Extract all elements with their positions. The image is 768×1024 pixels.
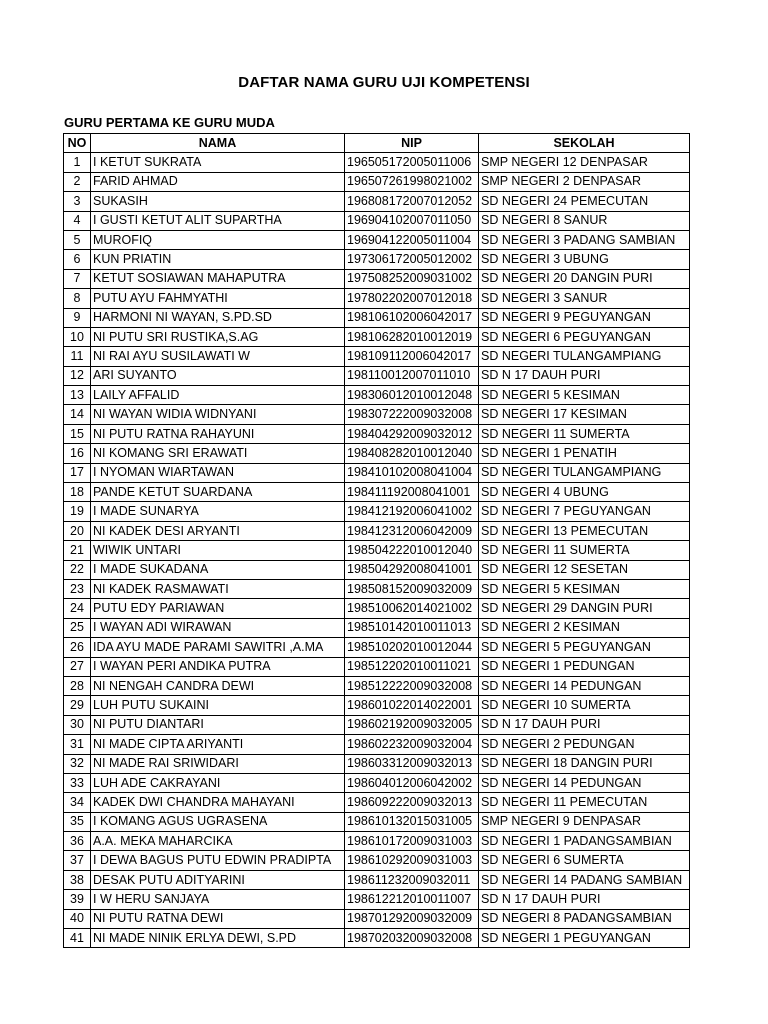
table-row	[64, 618, 690, 637]
cell-no: 15	[64, 424, 91, 443]
cell-sekolah: SD NEGERI 6 PEGUYANGAN	[479, 327, 690, 346]
cell-nama: LAILY AFFALID	[91, 386, 345, 405]
cell-nama: NI MADE NINIK ERLYA DEWI, S.PD	[91, 929, 345, 948]
cell-no: 6	[64, 250, 91, 269]
table-row	[64, 386, 690, 405]
cell-nip: 198612212010011007	[345, 890, 479, 909]
cell-no: 20	[64, 521, 91, 540]
table-row	[64, 541, 690, 560]
cell-nama: HARMONI NI WAYAN, S.PD.SD	[91, 308, 345, 327]
cell-nama: I MADE SUKADANA	[91, 560, 345, 579]
table-row	[64, 579, 690, 598]
cell-sekolah: SD NEGERI TULANGAMPIANG	[479, 463, 690, 482]
cell-sekolah: SMP NEGERI 2 DENPASAR	[479, 172, 690, 191]
cell-nip: 198508152009032009	[345, 579, 479, 598]
cell-no: 31	[64, 735, 91, 754]
table-row	[64, 715, 690, 734]
cell-sekolah: SD NEGERI 11 PEMECUTAN	[479, 793, 690, 812]
cell-nama: A.A. MEKA MAHARCIKA	[91, 832, 345, 851]
table-row	[64, 172, 690, 191]
cell-sekolah: SD NEGERI 12 SESETAN	[479, 560, 690, 579]
table-row	[64, 308, 690, 327]
cell-nip: 198510202010012044	[345, 638, 479, 657]
cell-nama: NI KOMANG SRI ERAWATI	[91, 444, 345, 463]
cell-no: 22	[64, 560, 91, 579]
cell-nip: 198412312006042009	[345, 521, 479, 540]
cell-nip: 198611232009032011	[345, 870, 479, 889]
cell-no: 1	[64, 153, 91, 172]
table-row	[64, 521, 690, 540]
cell-sekolah: SD NEGERI 1 PEDUNGAN	[479, 657, 690, 676]
cell-nama: NI PUTU DIANTARI	[91, 715, 345, 734]
cell-sekolah: SMP NEGERI 12 DENPASAR	[479, 153, 690, 172]
cell-sekolah: SD NEGERI 2 KESIMAN	[479, 618, 690, 637]
table-row	[64, 599, 690, 618]
document-title: DAFTAR NAMA GURU UJI KOMPETENSI	[238, 74, 530, 91]
table-row	[64, 211, 690, 230]
cell-no: 35	[64, 812, 91, 831]
cell-nip: 198510142010011013	[345, 618, 479, 637]
cell-no: 33	[64, 773, 91, 792]
cell-sekolah: SD NEGERI 8 PADANGSAMBIAN	[479, 909, 690, 928]
cell-sekolah: SD N 17 DAUH PURI	[479, 715, 690, 734]
table-row	[64, 851, 690, 870]
cell-nip: 198701292009032009	[345, 909, 479, 928]
table-row	[64, 890, 690, 909]
cell-sekolah: SD NEGERI 24 PEMECUTAN	[479, 192, 690, 211]
cell-sekolah: SD NEGERI 18 DANGIN PURI	[479, 754, 690, 773]
cell-nip: 197306172005012002	[345, 250, 479, 269]
cell-no: 7	[64, 269, 91, 288]
cell-nip: 198504222010012040	[345, 541, 479, 560]
cell-nama: PANDE KETUT SUARDANA	[91, 483, 345, 502]
cell-no: 2	[64, 172, 91, 191]
table-row	[64, 444, 690, 463]
cell-sekolah: SD NEGERI TULANGAMPIANG	[479, 347, 690, 366]
table-header-row	[64, 134, 690, 153]
cell-no: 26	[64, 638, 91, 657]
cell-nama: I WAYAN ADI WIRAWAN	[91, 618, 345, 637]
cell-nama: LUH PUTU SUKAINI	[91, 696, 345, 715]
cell-sekolah: SD NEGERI 6 SUMERTA	[479, 851, 690, 870]
cell-nama: NI MADE RAI SRIWIDARI	[91, 754, 345, 773]
table-row	[64, 696, 690, 715]
cell-nama: WIWIK UNTARI	[91, 541, 345, 560]
cell-sekolah: SD NEGERI 17 KESIMAN	[479, 405, 690, 424]
cell-nip: 198109112006042017	[345, 347, 479, 366]
cell-no: 9	[64, 308, 91, 327]
cell-nama: I KETUT SUKRATA	[91, 153, 345, 172]
cell-nama: I MADE SUNARYA	[91, 502, 345, 521]
cell-sekolah: SD NEGERI 29 DANGIN PURI	[479, 599, 690, 618]
cell-no: 11	[64, 347, 91, 366]
cell-nama: I WAYAN PERI ANDIKA PUTRA	[91, 657, 345, 676]
cell-nip: 198702032009032008	[345, 929, 479, 948]
cell-nama: NI KADEK DESI ARYANTI	[91, 521, 345, 540]
cell-nama: I NYOMAN WIARTAWAN	[91, 463, 345, 482]
cell-no: 36	[64, 832, 91, 851]
cell-nama: NI PUTU RATNA RAHAYUNI	[91, 424, 345, 443]
table-row	[64, 929, 690, 948]
cell-no: 37	[64, 851, 91, 870]
cell-no: 19	[64, 502, 91, 521]
cell-nip: 196904122005011004	[345, 230, 479, 249]
cell-nip: 198610132015031005	[345, 812, 479, 831]
cell-sekolah: SD NEGERI 7 PEGUYANGAN	[479, 502, 690, 521]
cell-sekolah: SD NEGERI 5 PEGUYANGAN	[479, 638, 690, 657]
cell-nip: 196904102007011050	[345, 211, 479, 230]
cell-nama: PUTU AYU FAHMYATHI	[91, 289, 345, 308]
cell-no: 4	[64, 211, 91, 230]
cell-nama: NI WAYAN WIDIA WIDNYANI	[91, 405, 345, 424]
cell-nip: 196808172007012052	[345, 192, 479, 211]
cell-sekolah: SD NEGERI 20 DANGIN PURI	[479, 269, 690, 288]
header-nip: NIP	[345, 134, 479, 153]
cell-nip: 198610172009031003	[345, 832, 479, 851]
cell-no: 39	[64, 890, 91, 909]
table-row	[64, 754, 690, 773]
cell-no: 13	[64, 386, 91, 405]
table-row	[64, 230, 690, 249]
table-row	[64, 327, 690, 346]
cell-sekolah: SD NEGERI 3 SANUR	[479, 289, 690, 308]
cell-nip: 198602192009032005	[345, 715, 479, 734]
header-no: NO	[64, 134, 91, 153]
cell-no: 27	[64, 657, 91, 676]
cell-nama: ARI SUYANTO	[91, 366, 345, 385]
cell-sekolah: SD NEGERI 8 SANUR	[479, 211, 690, 230]
table-row	[64, 735, 690, 754]
cell-sekolah: SD NEGERI 1 PENATIH	[479, 444, 690, 463]
cell-nip: 198512222009032008	[345, 676, 479, 695]
cell-nip: 198110012007011010	[345, 366, 479, 385]
header-nama: NAMA	[91, 134, 345, 153]
cell-no: 32	[64, 754, 91, 773]
cell-no: 38	[64, 870, 91, 889]
table-row	[64, 638, 690, 657]
cell-sekolah: SD NEGERI 1 PADANGSAMBIAN	[479, 832, 690, 851]
cell-nama: I W HERU SANJAYA	[91, 890, 345, 909]
cell-nip: 198411192008041001	[345, 483, 479, 502]
cell-sekolah: SMP NEGERI 9 DENPASAR	[479, 812, 690, 831]
table-row	[64, 812, 690, 831]
cell-nip: 198306012010012048	[345, 386, 479, 405]
table-row	[64, 289, 690, 308]
cell-nip: 198408282010012040	[345, 444, 479, 463]
cell-sekolah: SD NEGERI 2 PEDUNGAN	[479, 735, 690, 754]
cell-nip: 197508252009031002	[345, 269, 479, 288]
table-row	[64, 192, 690, 211]
cell-no: 24	[64, 599, 91, 618]
cell-nama: KUN PRIATIN	[91, 250, 345, 269]
cell-nama: PUTU EDY PARIAWAN	[91, 599, 345, 618]
table-row	[64, 676, 690, 695]
cell-no: 23	[64, 579, 91, 598]
cell-nama: IDA AYU MADE PARAMI SAWITRI ,A.MA	[91, 638, 345, 657]
cell-nip: 198404292009032012	[345, 424, 479, 443]
table-row	[64, 424, 690, 443]
cell-sekolah: SD NEGERI 14 PADANG SAMBIAN	[479, 870, 690, 889]
cell-nama: I KOMANG AGUS UGRASENA	[91, 812, 345, 831]
cell-no: 3	[64, 192, 91, 211]
table-row	[64, 793, 690, 812]
cell-no: 18	[64, 483, 91, 502]
cell-nama: KETUT SOSIAWAN MAHAPUTRA	[91, 269, 345, 288]
cell-sekolah: SD NEGERI 5 KESIMAN	[479, 579, 690, 598]
cell-nama: NI MADE CIPTA ARIYANTI	[91, 735, 345, 754]
cell-sekolah: SD NEGERI 14 PEDUNGAN	[479, 676, 690, 695]
cell-sekolah: SD NEGERI 5 KESIMAN	[479, 386, 690, 405]
cell-nama: I DEWA BAGUS PUTU EDWIN PRADIPTA	[91, 851, 345, 870]
cell-no: 8	[64, 289, 91, 308]
cell-nip: 198106102006042017	[345, 308, 479, 327]
cell-sekolah: SD NEGERI 11 SUMERTA	[479, 424, 690, 443]
cell-sekolah: SD NEGERI 3 PADANG SAMBIAN	[479, 230, 690, 249]
cell-nip: 198603312009032013	[345, 754, 479, 773]
cell-sekolah: SD NEGERI 11 SUMERTA	[479, 541, 690, 560]
cell-nama: SUKASIH	[91, 192, 345, 211]
header-sekolah: SEKOLAH	[479, 134, 690, 153]
table-row	[64, 347, 690, 366]
cell-nip: 196507261998021002	[345, 172, 479, 191]
table-row	[64, 483, 690, 502]
cell-no: 12	[64, 366, 91, 385]
table-row	[64, 870, 690, 889]
cell-no: 21	[64, 541, 91, 560]
section-title: GURU PERTAMA KE GURU MUDA	[64, 115, 275, 130]
table-row	[64, 269, 690, 288]
table-row	[64, 502, 690, 521]
cell-sekolah: SD N 17 DAUH PURI	[479, 366, 690, 385]
cell-nip: 198602232009032004	[345, 735, 479, 754]
cell-sekolah: SD NEGERI 13 PEMECUTAN	[479, 521, 690, 540]
cell-no: 10	[64, 327, 91, 346]
cell-no: 30	[64, 715, 91, 734]
table-row	[64, 909, 690, 928]
cell-no: 41	[64, 929, 91, 948]
cell-no: 16	[64, 444, 91, 463]
cell-nip: 198504292008041001	[345, 560, 479, 579]
cell-nip: 198512202010011021	[345, 657, 479, 676]
cell-sekolah: SD N 17 DAUH PURI	[479, 890, 690, 909]
cell-nama: LUH ADE CAKRAYANI	[91, 773, 345, 792]
cell-no: 5	[64, 230, 91, 249]
cell-nama: FARID AHMAD	[91, 172, 345, 191]
table-row	[64, 463, 690, 482]
cell-nip: 198412192006041002	[345, 502, 479, 521]
cell-sekolah: SD NEGERI 10 SUMERTA	[479, 696, 690, 715]
cell-sekolah: SD NEGERI 3 UBUNG	[479, 250, 690, 269]
cell-nip: 198610292009031003	[345, 851, 479, 870]
cell-nama: NI KADEK RASMAWATI	[91, 579, 345, 598]
cell-nip: 196505172005011006	[345, 153, 479, 172]
cell-nama: KADEK DWI CHANDRA MAHAYANI	[91, 793, 345, 812]
cell-no: 25	[64, 618, 91, 637]
table-row	[64, 366, 690, 385]
cell-no: 28	[64, 676, 91, 695]
cell-no: 34	[64, 793, 91, 812]
table-row	[64, 657, 690, 676]
cell-sekolah: SD NEGERI 9 PEGUYANGAN	[479, 308, 690, 327]
cell-nip: 198601022014022001	[345, 696, 479, 715]
cell-nama: NI NENGAH CANDRA DEWI	[91, 676, 345, 695]
cell-sekolah: SD NEGERI 1 PEGUYANGAN	[479, 929, 690, 948]
cell-no: 14	[64, 405, 91, 424]
cell-nip: 198106282010012019	[345, 327, 479, 346]
cell-no: 40	[64, 909, 91, 928]
cell-no: 29	[64, 696, 91, 715]
table-row	[64, 153, 690, 172]
cell-nip: 198609222009032013	[345, 793, 479, 812]
table-row	[64, 832, 690, 851]
cell-nip: 198410102008041004	[345, 463, 479, 482]
cell-nip: 198604012006042002	[345, 773, 479, 792]
table-body	[64, 153, 690, 948]
table-row	[64, 773, 690, 792]
cell-nama: NI RAI AYU SUSILAWATI W	[91, 347, 345, 366]
cell-nama: DESAK PUTU ADITYARINI	[91, 870, 345, 889]
cell-sekolah: SD NEGERI 4 UBUNG	[479, 483, 690, 502]
cell-nip: 198510062014021002	[345, 599, 479, 618]
cell-nama: NI PUTU RATNA DEWI	[91, 909, 345, 928]
table-row	[64, 250, 690, 269]
cell-no: 17	[64, 463, 91, 482]
cell-nip: 198307222009032008	[345, 405, 479, 424]
teacher-table	[63, 133, 690, 948]
cell-nama: I GUSTI KETUT ALIT SUPARTHA	[91, 211, 345, 230]
cell-nama: NI PUTU SRI RUSTIKA,S.AG	[91, 327, 345, 346]
cell-nip: 197802202007012018	[345, 289, 479, 308]
table-row	[64, 405, 690, 424]
table-row	[64, 560, 690, 579]
cell-nama: MUROFIQ	[91, 230, 345, 249]
cell-sekolah: SD NEGERI 14 PEDUNGAN	[479, 773, 690, 792]
